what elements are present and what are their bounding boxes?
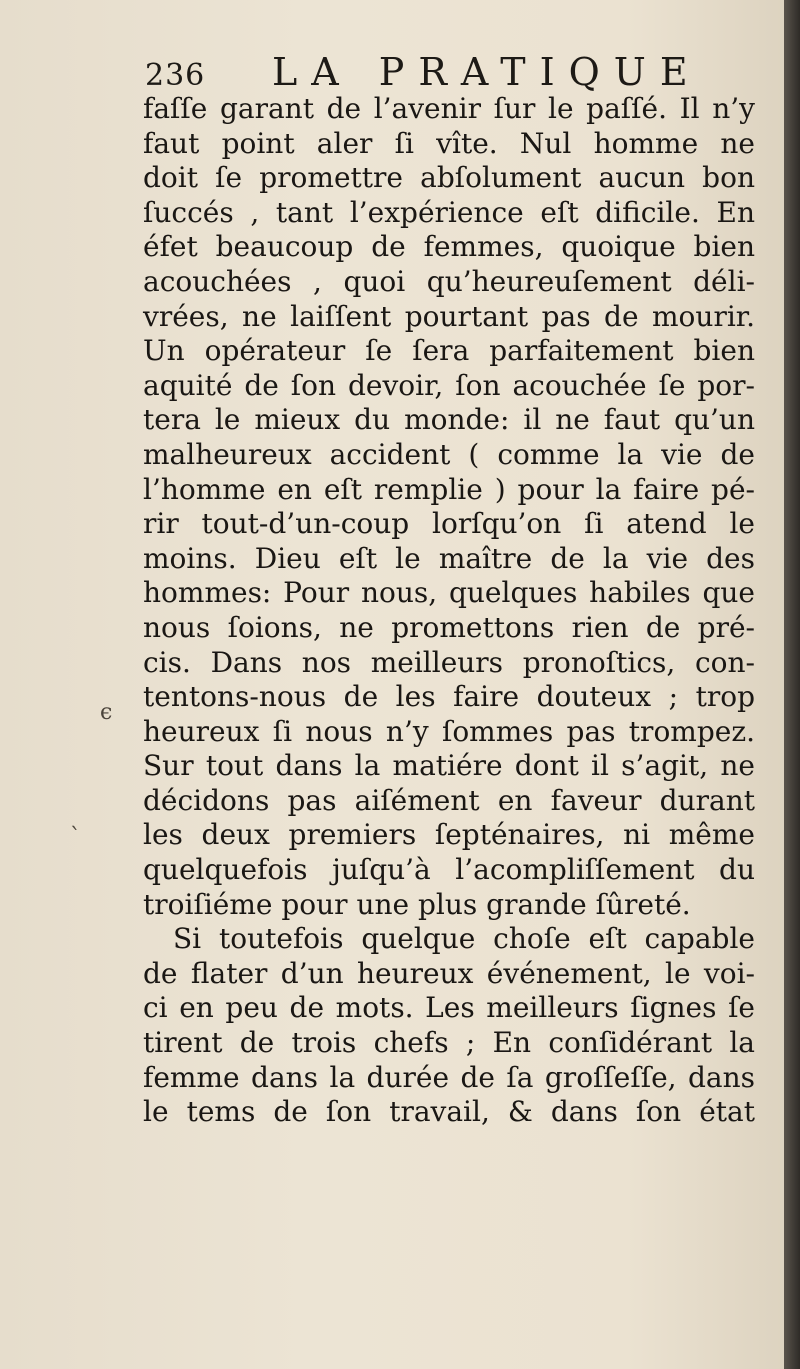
text-line: tentons-nous de les faire douteux ; trop (143, 680, 755, 714)
text-line: malheureux accident ( comme la vie de (143, 437, 755, 471)
text-line: de flater d’un heureux événement, le voi- (143, 956, 755, 990)
text-line: femme dans la durée de ſa groſſeſſe, dans (143, 1060, 755, 1094)
page-header (145, 50, 745, 94)
text-line: nous ſoions, ne promettons rien de pré- (143, 610, 755, 644)
text-line: heureux ſi nous n’y ſommes pas trompez. (143, 714, 755, 748)
text-line: faut point aler ſi vîte. Nul homme ne (143, 126, 755, 160)
text-line: faſſe garant de l’avenir ſur le paſſé. Il n’y (143, 92, 755, 125)
text-line: l’homme en eſt remplie ) pour la faire pé- (143, 472, 755, 506)
text-line: Si toutefois quelque choſe eſt capable (173, 922, 755, 956)
paragraph (143, 922, 755, 1130)
text-line: cis. Dans nos meilleurs pronoſtics, con- (143, 645, 755, 679)
text-line: doit ſe promettre abſolument aucun bon (143, 161, 755, 195)
text-line: ſuccés , tant l’expérience eſt dificile. En (143, 195, 755, 229)
text-line: éfet beaucoup de femmes, quoique bien (143, 230, 755, 264)
text-line: tera le mieux du monde: il ne faut qu’un (143, 403, 755, 437)
text-line: moins. Dieu eſt le maître de la vie des (143, 541, 755, 575)
text-line: vrées, ne laiſſent pourtant pas de mourir. (143, 299, 755, 333)
text-line: acouchées , quoi qu’heureuſement déli- (143, 264, 755, 298)
text-line: décidons pas aiſément en faveur durant (143, 783, 755, 817)
body-text (143, 92, 755, 1130)
page-number: 236 (145, 58, 206, 93)
text-line: rir tout-d’un-coup lorſqu’on ſi atend le (143, 507, 755, 541)
text-line: quelquefois juſqu’à l’acompliſſement du (143, 853, 755, 887)
text-line: le tems de ſon travail, & dans ſon état (143, 1095, 755, 1129)
text-line: les deux premiers ſepténaires, ni même (143, 818, 755, 852)
page-edge (784, 0, 800, 1369)
running-head: LA PRATIQUE (272, 50, 702, 94)
text-line: hommes: Pour nous, quelques habiles que (143, 576, 755, 610)
margin-mark: ϵ (100, 700, 113, 725)
paragraph (143, 92, 755, 922)
margin-mark: ` (70, 825, 81, 850)
text-line: troiſiéme pour une plus grande ſûreté. (143, 887, 691, 921)
text-line: ci en peu de mots. Les meilleurs ſignes ſe (143, 991, 755, 1025)
text-line: Un opérateur ſe ſera parfaitement bien (143, 334, 755, 368)
text-line: Sur tout dans la matiére dont il s’agit, ne (143, 749, 755, 783)
text-line: tirent de trois chefs ; En conſidérant la (143, 1026, 755, 1060)
text-line: aquité de ſon devoir, ſon acouchée ſe por- (143, 368, 755, 402)
